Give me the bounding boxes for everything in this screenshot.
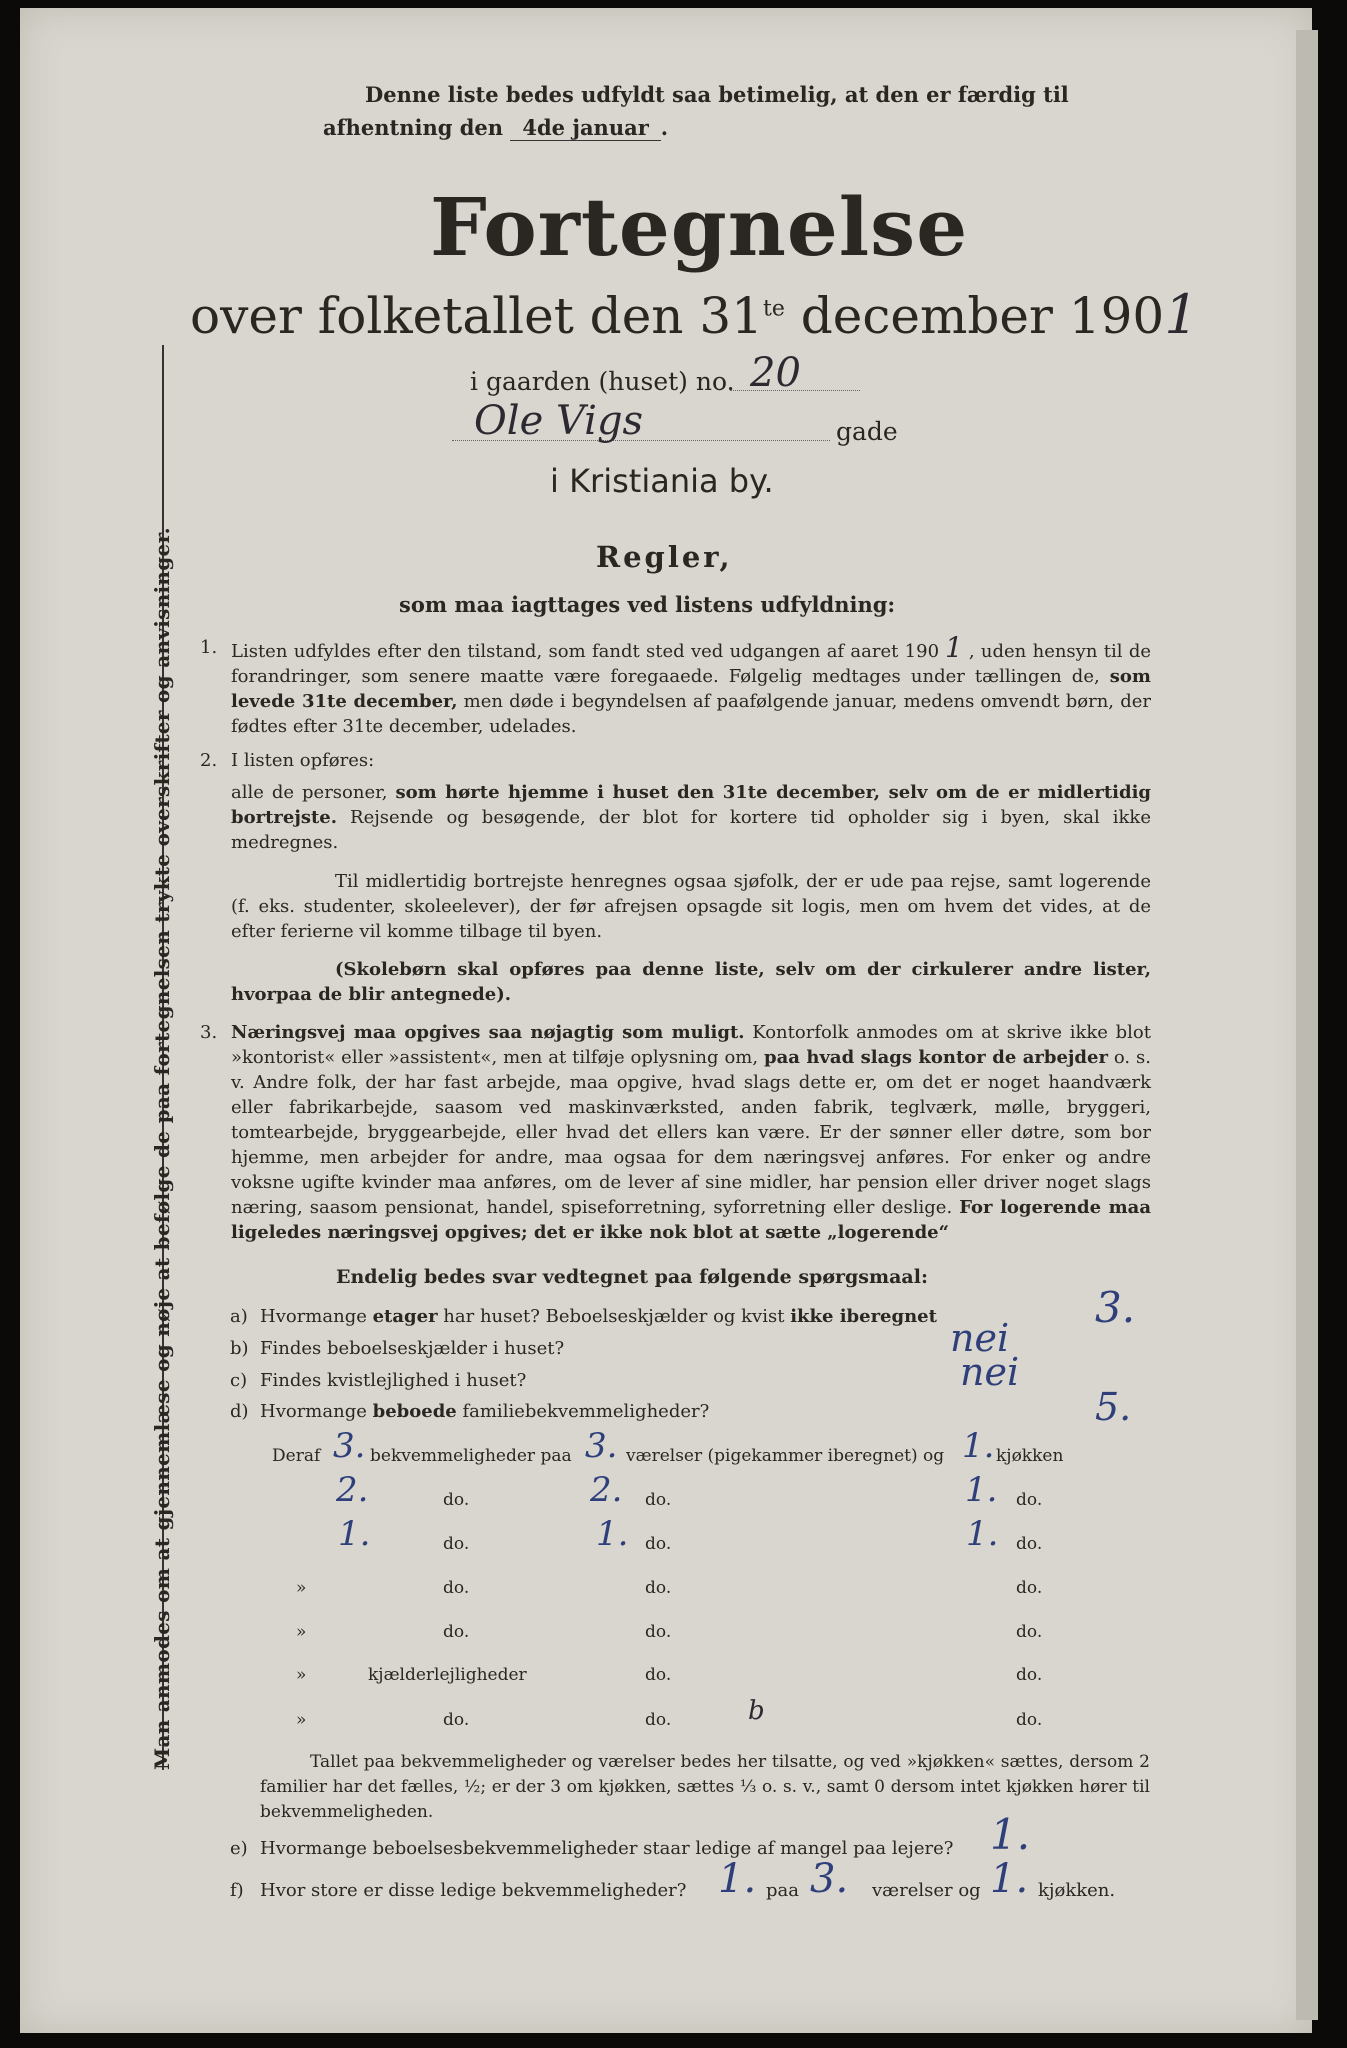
row-4-do-1: do.	[443, 1578, 470, 1598]
row-2-do-2: do.	[645, 1490, 672, 1510]
house-number-label: i gaarden (huset) no.	[470, 367, 735, 396]
street-field[interactable]	[452, 398, 830, 444]
row-2-do-1: do.	[443, 1490, 470, 1510]
notice-line-2: afhentning den 4de januar .	[323, 115, 669, 140]
rules-heading: Regler,	[596, 540, 733, 574]
question-f-label: f)	[230, 1880, 244, 1901]
question-d-text: Hvormange beboede familiebekvemmeligheder?	[260, 1401, 710, 1422]
answer-f-count[interactable]: 1.	[718, 1856, 757, 1902]
row-7-do-2: do.	[645, 1710, 672, 1730]
rules-subheading: som maa iagttages ved listens udfyldning:	[399, 592, 896, 617]
answer-a[interactable]: 3.	[1095, 1283, 1136, 1332]
row-7-do-1: do.	[443, 1710, 470, 1730]
row-1-vaer[interactable]: 3.	[585, 1426, 618, 1466]
row-5-quote: »	[296, 1622, 307, 1642]
row-6-quote: »	[296, 1665, 307, 1685]
rule-2-paragraph-2: Til midlertidig bortrejste henregnes ogsaa sjøfolk, der er ude paa rejse, samt logerende (f. eks. studenter, skoleelever), der før afrejsen opsagde sit logis, men om hvem det vides, at de efter ferierne vil komme tilbage til byen.	[231, 871, 1151, 942]
questions-heading: Endelig bedes svar vedtegnet paa følgende spørgsmaal:	[336, 1266, 928, 1288]
stray-pencil-mark: b	[748, 1696, 765, 1726]
row-5-do-1: do.	[443, 1622, 470, 1642]
answer-f-rooms[interactable]: 3.	[810, 1856, 849, 1902]
question-f-text: Hvor store er disse ledige bekvemmeligheder?	[260, 1880, 687, 1901]
answer-e[interactable]: 1.	[990, 1810, 1031, 1859]
notice-line-1: Denne liste bedes udfyldt saa betimelig, at den er færdig til	[365, 82, 1069, 107]
question-e-text: Hvormange beboelsesbekvemmeligheder staar ledige af mangel paa lejere?	[260, 1838, 954, 1859]
row-7-quote: »	[296, 1710, 307, 1730]
table-kjokken-header: kjøkken	[996, 1446, 1064, 1466]
question-c-text: Findes kvistlejlighed i huset?	[260, 1370, 527, 1391]
question-e-label: e)	[230, 1838, 248, 1859]
answer-c[interactable]: nei	[960, 1350, 1020, 1394]
cellar-apartments-label: kjælderlejligheder	[368, 1665, 527, 1685]
table-deraf: Deraf	[272, 1446, 321, 1466]
row-1-kjokken[interactable]: 1.	[962, 1426, 995, 1466]
rule-3-number: 3.	[200, 1022, 218, 1043]
house-number-field[interactable]	[730, 350, 860, 396]
page-title: Fortegnelse	[430, 180, 969, 274]
row-6-do-2: do.	[645, 1665, 672, 1685]
footer-note: Tallet paa bekvemmeligheder og værelser bedes her tilsatte, og ved »kjøkken« sættes, dersom 2 familier har det fælles, ½; er der 3 om kjøkken, sættes ⅓ o. s. v., samt 0 dersom intet kjøkken hører til bekvemmeligheden.	[260, 1752, 1150, 1822]
row-6-do-3: do.	[1016, 1665, 1043, 1685]
row-5-do-2: do.	[645, 1622, 672, 1642]
city-line: i Kristiania by.	[550, 462, 774, 500]
street-value: Ole Vigs	[474, 398, 644, 444]
question-f-vaer: værelser og	[872, 1880, 981, 1901]
rule-2-text: alle de personer, som hørte hjemme i huset den 31te december, selv om de er midlertidig bortrejste. Rejsende og besøgende, der blot for kortere tid opholder sig i byen, skal ikke medregnes.	[231, 782, 1151, 853]
rule-2-number: 2.	[200, 750, 218, 771]
row-2-vaer[interactable]: 2.	[590, 1470, 623, 1510]
answer-b[interactable]: nei	[950, 1316, 1010, 1360]
house-number-value: 20	[750, 350, 801, 396]
row-4-do-2: do.	[645, 1578, 672, 1598]
question-d-label: d)	[230, 1401, 249, 1422]
page-edge	[1296, 30, 1318, 2020]
pickup-date: 4de januar	[510, 115, 660, 141]
question-a-text: Hvormange etager har huset? Beboelseskjælder og kvist ikke iberegnet	[260, 1306, 937, 1327]
page-subtitle: over folketallet den $31^{te}$ december 1901	[190, 283, 1199, 346]
question-b-label: b)	[230, 1338, 249, 1359]
row-1-bekv[interactable]: 3.	[333, 1426, 366, 1466]
question-c-label: c)	[230, 1370, 248, 1391]
table-bekv-header: bekvemmeligheder paa	[370, 1446, 572, 1466]
row-4-do-3: do.	[1016, 1578, 1043, 1598]
sidebar-instruction: Man anmodes om at gjennemlæse og nøje at befølge de paa fortegnelsen trykte overskrifter og anvisninger.	[150, 527, 174, 1770]
row-2-bekv[interactable]: 2.	[336, 1470, 369, 1510]
rule-2-paragraph-3: (Skolebørn skal opføres paa denne liste, selv om der cirkulerer andre lister, hvorpaa de blir antegnede).	[231, 959, 1151, 1005]
rule-3-text: Næringsvej maa opgives saa nøjagtig som muligt. Kontorfolk anmodes om at skrive ikke blot »kontorist« eller »assistent«, men at tilføje oplysning om, paa hvad slags kontor de arbejder o. s. v. Andre folk, der har fast arbejde, maa opgive, hvad slags dette er, om det er noget haandværk eller fabrikarbejde, saasom ved maskinværksted, anden fabrik, teglværk, mølle, bryggeri, tomtearbejde, bryggearbejde, eller hvad det ellers kan være. Er der sønner eller døtre, som bor hjemme, men arbejder for andre, maa ogsaa for dem næringsvej anføres. For enker og andre voksne ugifte kvinder maa anføres, om de lever af sine midler, har pension eller driver noget slags næring, saasom pensionat, handel, spiseforretning, syforretning eller deslige. For logerende maa ligeledes næringsvej opgives; det er ikke nok blot at sætte „logerende“	[231, 1022, 1151, 1243]
row-3-bekv[interactable]: 1.	[338, 1514, 371, 1554]
census-year-handwritten: 1	[1164, 283, 1199, 346]
rule-1-year-handwritten: 1	[945, 631, 963, 664]
street-label: gade	[836, 417, 898, 446]
question-b-text: Findes beboelseskjælder i huset?	[260, 1338, 565, 1359]
question-f-kjokken: kjøkken.	[1038, 1880, 1116, 1901]
row-2-do-3: do.	[1016, 1490, 1043, 1510]
row-3-do-2: do.	[645, 1534, 672, 1554]
table-vaer-header: værelser (pigekammer iberegnet) og	[626, 1446, 945, 1466]
row-3-do-3: do.	[1016, 1534, 1043, 1554]
row-3-do-1: do.	[443, 1534, 470, 1554]
answer-d[interactable]: 5.	[1095, 1385, 1132, 1429]
question-a-label: a)	[230, 1306, 248, 1327]
row-7-do-3: do.	[1016, 1710, 1043, 1730]
row-3-vaer[interactable]: 1.	[596, 1514, 629, 1554]
answer-f-kitchens[interactable]: 1.	[990, 1856, 1029, 1902]
row-5-do-3: do.	[1016, 1622, 1043, 1642]
row-2-kjokken[interactable]: 1.	[965, 1470, 998, 1510]
row-3-kjokken[interactable]: 1.	[966, 1514, 999, 1554]
rule-2-intro: I listen opføres:	[231, 750, 375, 771]
rule-1-number: 1.	[200, 637, 218, 658]
row-4-quote: »	[296, 1578, 307, 1598]
question-f-paa: paa	[766, 1880, 799, 1901]
rule-1-text: Listen udfyldes efter den tilstand, som fandt sted ved udgangen af aaret 190 1 , uden hensyn til de forandringer, som senere maatte være foregaaede. Følgelig medtages under tællingen de, som levede 31te december, men døde i begyndelsen af paafølgende januar, medens omvendt børn, der fødtes efter 31te december, udelades.	[231, 631, 1151, 737]
